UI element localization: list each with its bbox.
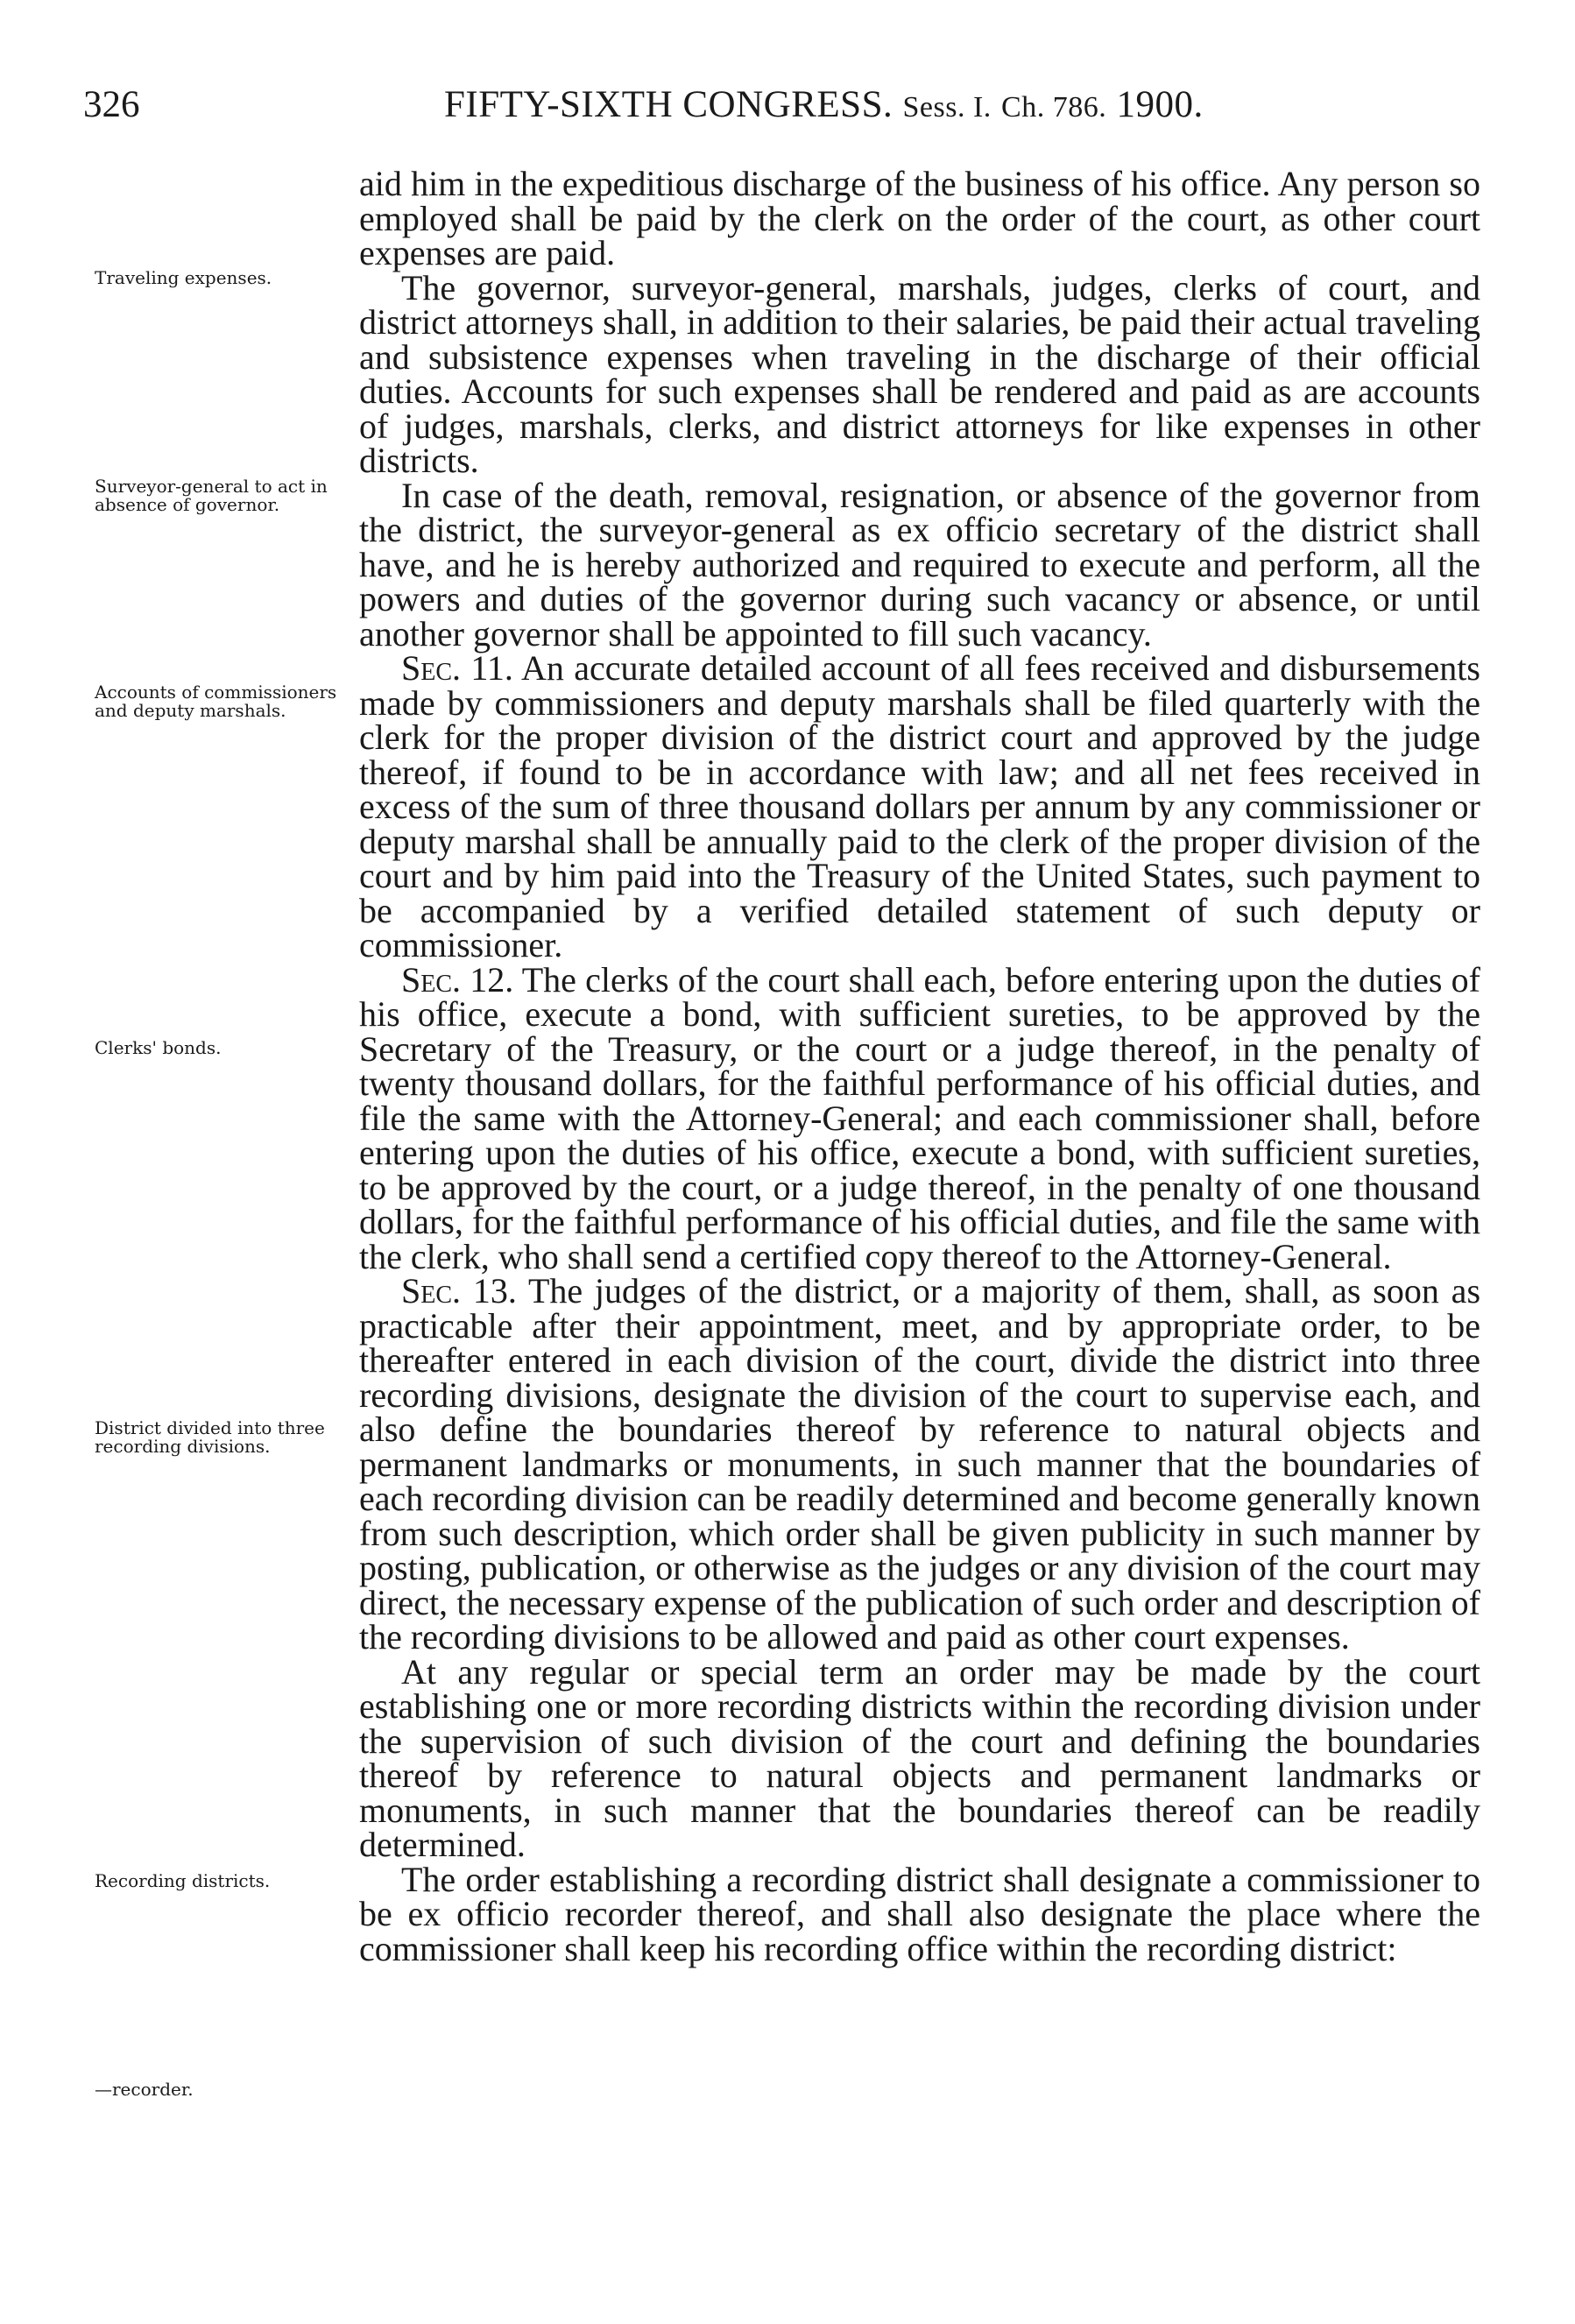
margin-note-accounts: Accounts of commissioners and deputy marshals. [95,682,337,721]
margin-note-surveyor-general: Surveyor-general to act in absence of governor. [95,476,328,515]
section-11-label: Sec. 11. [401,648,513,688]
session-label: Sess. I. [902,91,992,124]
page-number: 326 [83,84,140,125]
year: 1900. [1116,84,1204,125]
paragraph-section-11 [359,648,1480,964]
section-13-label: Sec. 13. [401,1271,517,1310]
paragraph-section-13 [359,1271,1481,1656]
margin-note-recording-districts: Recording districts. [95,1870,271,1891]
margin-note-traveling-expenses: Traveling expenses. [95,267,272,288]
paragraph-surveyor-general: In case of the death, removal, resignation, or absence of the governor from the district, the surveyor-general as ex officio secretary of the district shall have, and he is hereby authorized and required to execute and perform, all the powers and duties of the governor during such vacancy or absence, or until another governor shall be appointed to fill such vacancy. [359,475,1480,653]
paragraph-continuation: aid him in the expeditious discharge of the business of his office. Any person so employed shall be paid by the clerk on the order of the court, as other court expenses are paid. [359,164,1480,272]
paragraph-traveling-expenses: The governor, surveyor-general, marshals, judges, clerks of court, and district attorneys shall, in addition to their salaries, be paid their actual traveling and subsistence expenses when traveling in the discharge of their official duties. Accounts for such expenses shall be rendered and paid as are accounts of judges, marshals, clerks, and district attorneys for like expenses in other districts. [359,267,1480,480]
page-header [83,79,1502,131]
section-12-text: The clerks of the court shall each, before entering upon the duties of his office, execute a bond, with sufficient sureties, to be approved by the Secretary of the Treasury, or the court or a judge thereof, in the penalty of twenty thousand dollars, for the faithful performance of his official duties, and file the same with the Attorney-General; and each commissioner shall, before entering upon the duties of his office, execute a bond, with sufficient sureties, to be approved by the court, or a judge thereof, in the penalty of one thousand dollars, for the faithful performance of his official duties, and file the same with the clerk, who shall send a certified copy thereof to the Attorney-General. [359,959,1480,1276]
running-head [444,79,1204,134]
margin-note-recorder: —recorder. [95,2079,194,2100]
margin-note-district-divided: District divided into three recording divisions. [95,1417,325,1457]
statute-body [359,166,1480,1966]
paragraph-recording-districts: At any regular or special term an order may be made by the court establishing one or more recording districts within the recording division under the supervision of such division of the court and defining the boundaries thereof by reference to natural objects and permanent landmarks or monuments, in such manner that the boundaries thereof can be readily determined. [359,1651,1480,1864]
margin-note-clerks-bonds: Clerks' bonds. [95,1037,222,1058]
paragraph-recorder: The order establishing a recording district shall designate a commissioner to be ex officio recorder thereof, and shall also designate the place where the commissioner shall keep his recording office within the recording district: [359,1859,1480,1968]
section-11-text: An accurate detailed account of all fees received and disbursements made by commissioners and deputy marshals shall be filed quarterly with the clerk for the proper division of the district court and approved by the judge thereof, if found to be in accordance with law; and all net fees received in excess of the sum of three thousand dollars per annum by any commissioner or deputy marshal shall be annually paid to the clerk of the proper division of the court and by him paid into the Treasury of the United States, such payment to be accompanied by a verified detailed statement of such deputy or commissioner. [359,648,1480,964]
section-12-label: Sec. 12. [401,959,514,1000]
section-13-text: The judges of the district, or a majority of them, shall, as soon as practicable after their appointment, meet, and by appropriate order, to be thereafter entered in each division of the court, divide the district into three recording divisions, designate the division of the court to supervise each, and also define the boundaries thereof by reference to natural objects and permanent landmarks or monuments, in such manner that the boundaries of each recording division can be readily determined and become generally known from such description, which order shall be given publicity in such manner by posting, publication, or otherwise as the judges or any division of the court may direct, the necessary expense of the publication of such order and description of the recording divisions to be allowed and paid as other court expenses. [359,1271,1481,1656]
chapter-label: Ch. 786. [1001,91,1107,124]
paragraph-section-12 [359,959,1480,1276]
congress-title: FIFTY-SIXTH CONGRESS. [444,84,893,125]
